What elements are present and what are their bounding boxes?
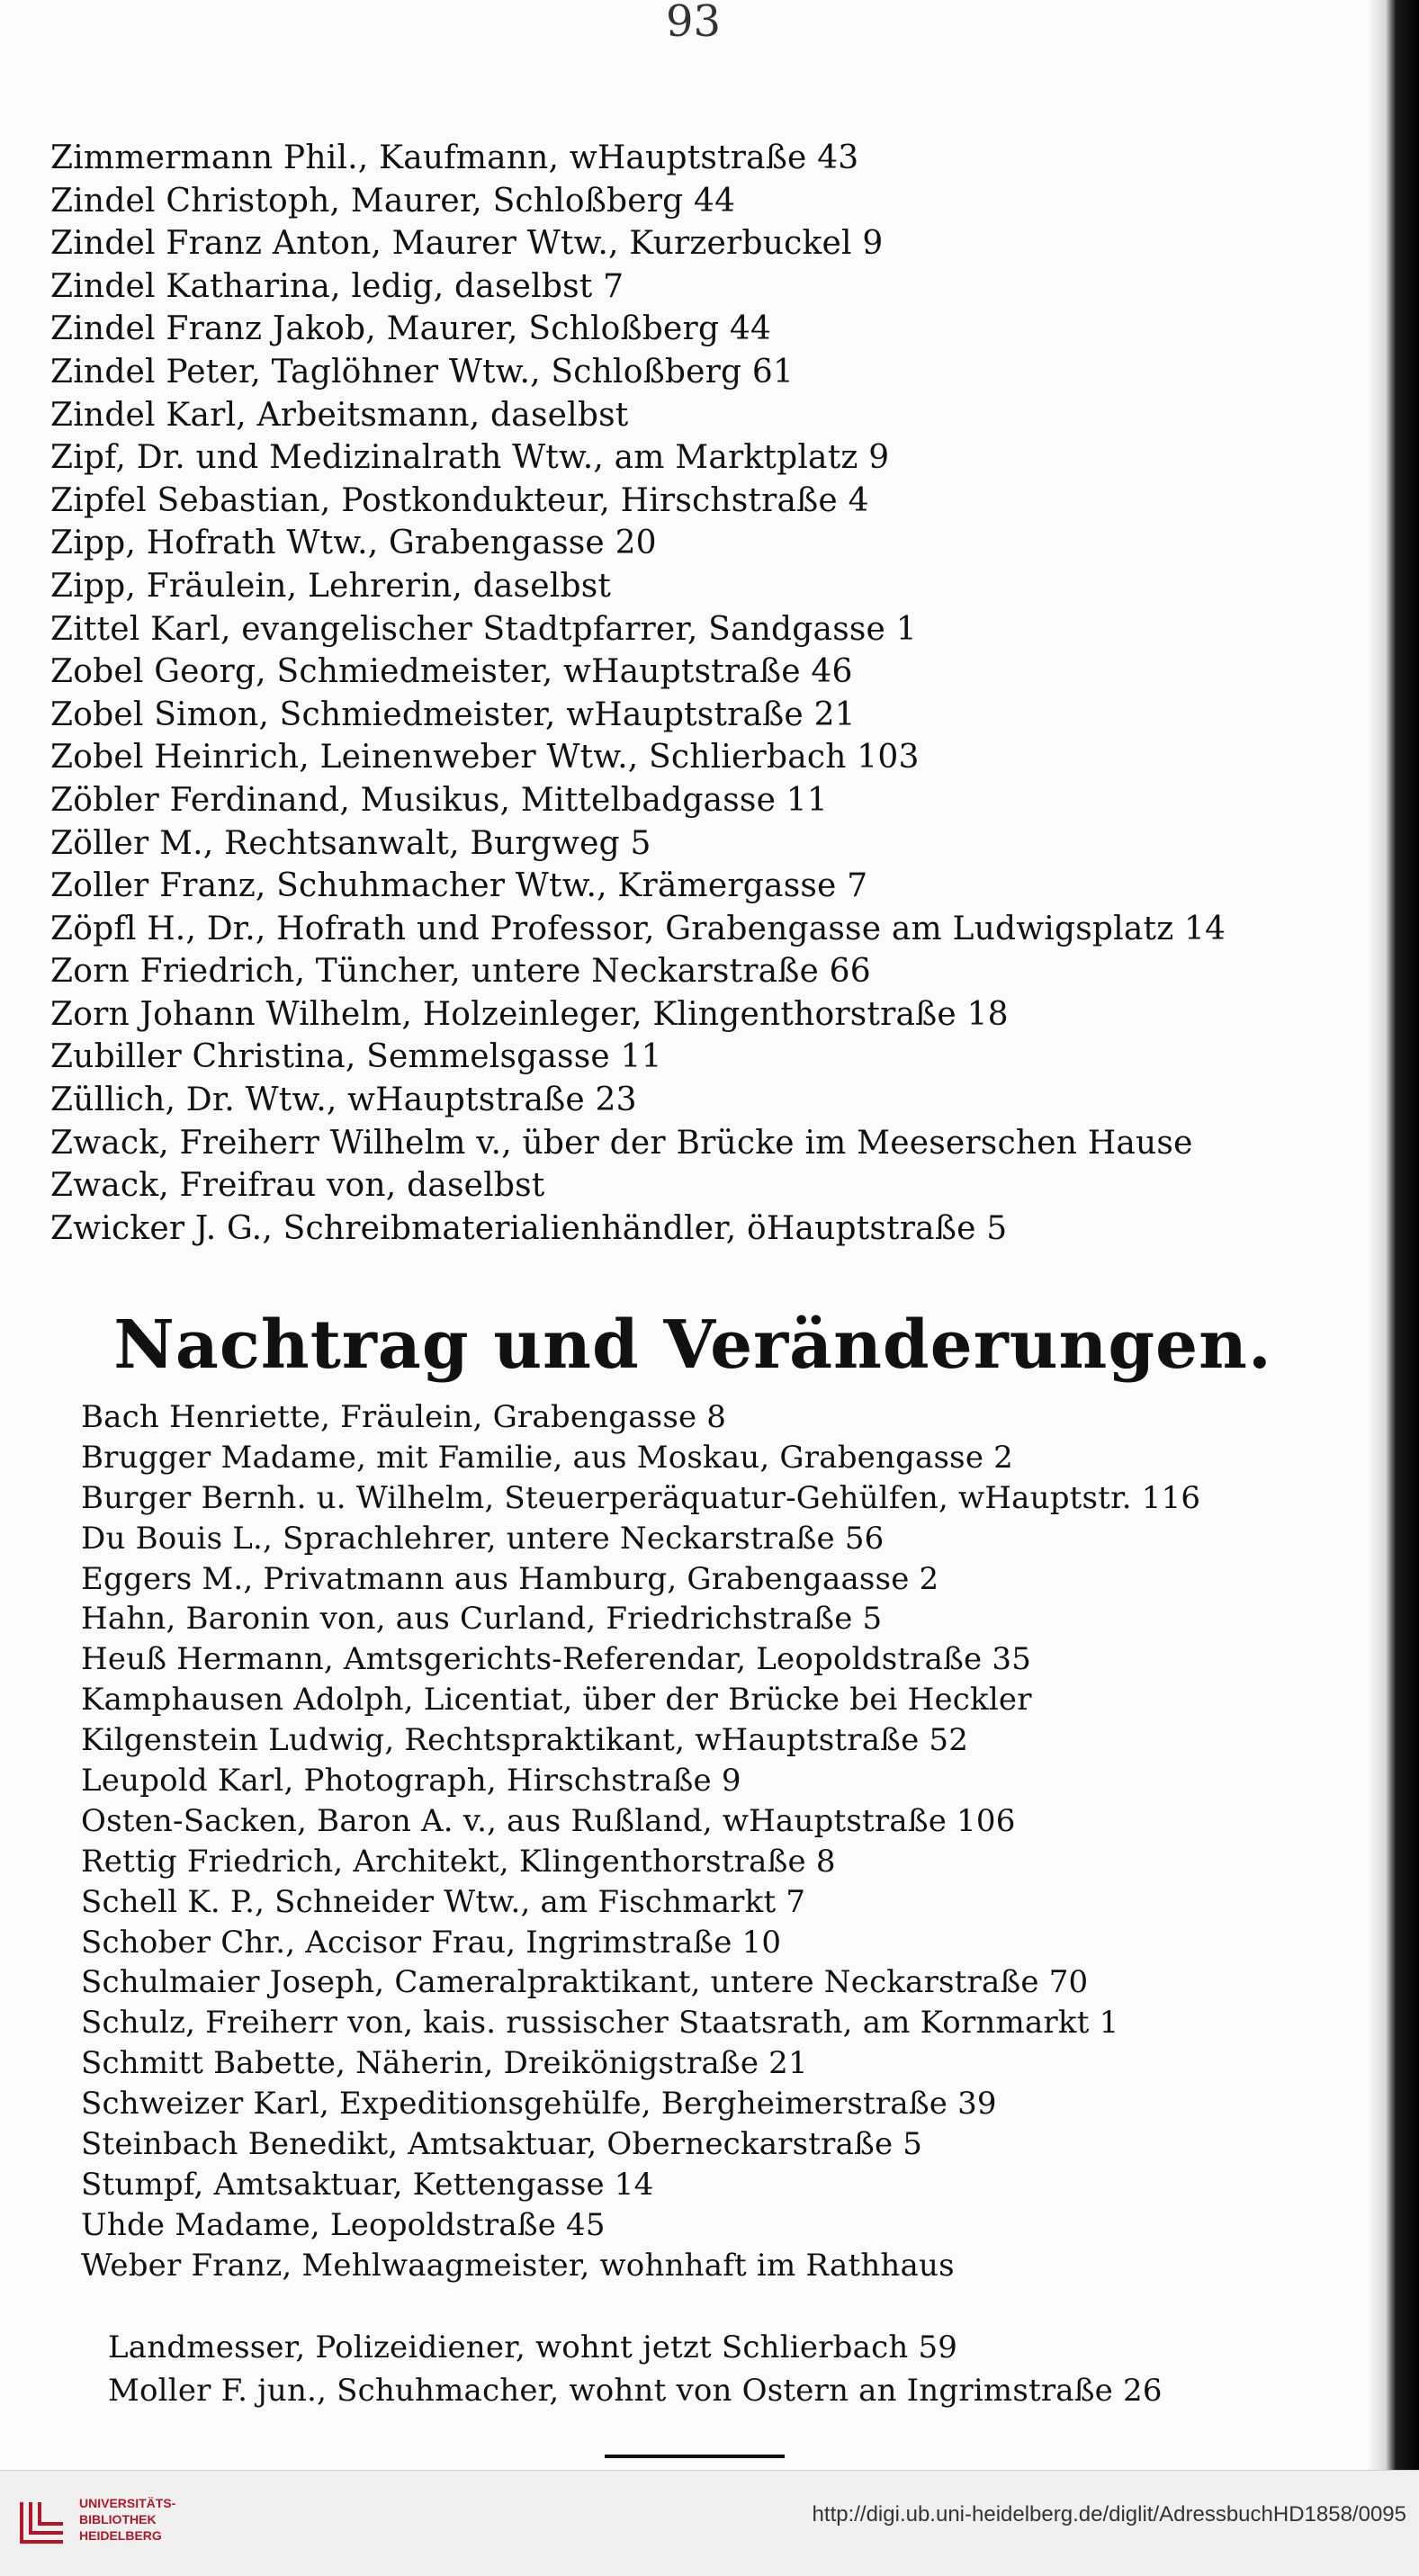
list-item: Schulmaier Joseph, Cameralpraktikant, untere Neckarstraße 70	[81, 1964, 1089, 2001]
addenda-entries	[81, 1397, 1377, 2286]
directory-entries	[50, 137, 1364, 1250]
list-item: Zorn Johann Wilhelm, Holzeinleger, Klingenthorstraße 18	[50, 995, 1009, 1033]
list-item: Zindel Franz Jakob, Maurer, Schloßberg 44	[50, 310, 772, 348]
logo-line: UNIVERSITÄTS-	[79, 2496, 176, 2510]
list-item: Zöpfl H., Dr., Hofrath und Professor, Grabengasse am Ludwigsplatz 14	[50, 910, 1226, 947]
list-item: Zindel Karl, Arbeitsmann, daselbst	[50, 396, 629, 434]
list-item: Schmitt Babette, Näherin, Dreikönigstraße 21	[81, 2045, 808, 2082]
list-item: Brugger Madame, mit Familie, aus Moskau, Grabengasse 2	[81, 1439, 1013, 1476]
list-item: Zindel Peter, Taglöhner Wtw., Schloßberg 61	[50, 353, 795, 390]
list-item: Hahn, Baronin von, aus Curland, Friedrichstraße 5	[81, 1601, 883, 1638]
list-item: Zindel Franz Anton, Maurer Wtw., Kurzerbuckel 9	[50, 225, 884, 263]
list-item: Osten-Sacken, Baron A. v., aus Rußland, wHauptstraße 106	[81, 1802, 1016, 1839]
list-item: Zubiller Christina, Semmelsgasse 11	[50, 1038, 662, 1076]
list-item: Zwack, Freiherr Wilhelm v., über der Brücke im Meeserschen Hause	[50, 1124, 1193, 1162]
list-item: Zobel Heinrich, Leinenweber Wtw., Schlierbach 103	[50, 739, 920, 776]
list-item: Schell K. P., Schneider Wtw., am Fischmarkt 7	[81, 1883, 806, 1920]
list-item: Weber Franz, Mehlwaagmeister, wohnhaft im Rathhaus	[81, 2247, 955, 2284]
list-item: Zittel Karl, evangelischer Stadtpfarrer, Sandgasse 1	[50, 610, 917, 648]
list-item: Zwicker J. G., Schreibmaterialienhändler, öHauptstraße 5	[50, 1209, 1008, 1247]
list-item: Kamphausen Adolph, Licentiat, über der Brücke bei Heckler	[81, 1682, 1032, 1719]
list-item: Zipp, Fräulein, Lehrerin, daselbst	[50, 567, 612, 605]
list-item: Zorn Friedrich, Tüncher, untere Neckarstraße 66	[50, 953, 871, 991]
list-item: Zindel Katharina, ledig, daselbst 7	[50, 267, 624, 305]
list-item: Zindel Christoph, Maurer, Schloßberg 44	[50, 182, 736, 220]
section-title: Nachtrag und Veränderungen.	[113, 1306, 1272, 1384]
list-item: Rettig Friedrich, Architekt, Klingenthorstraße 8	[81, 1843, 836, 1880]
list-item: Zwack, Freifrau von, daselbst	[50, 1167, 545, 1205]
list-item: Zoller Franz, Schuhmacher Wtw., Krämergasse 7	[50, 867, 868, 905]
list-item: Schweizer Karl, Expeditionsgehülfe, Bergheimerstraße 39	[81, 2086, 997, 2123]
list-item: Zobel Georg, Schmiedmeister, wHauptstraße 46	[50, 653, 853, 691]
library-logo-icon[interactable]	[16, 2495, 68, 2549]
list-item: Steinbach Benedikt, Amtsaktuar, Oberneckarstraße 5	[81, 2126, 923, 2163]
list-item: Landmesser, Polizeidiener, wohnt jetzt Schlierbach 59	[108, 2329, 958, 2365]
list-item: Zobel Simon, Schmiedmeister, wHauptstraße 21	[50, 696, 856, 733]
logo-line: HEIDELBERG	[79, 2528, 162, 2543]
list-item: Leupold Karl, Photograph, Hirschstraße 9	[81, 1763, 741, 1800]
list-item: Züllich, Dr. Wtw., wHauptstraße 23	[50, 1082, 637, 1119]
list-item: Uhde Madame, Leopoldstraße 45	[81, 2206, 606, 2243]
list-item: Zimmermann Phil., Kaufmann, wHauptstraße 43	[50, 139, 859, 176]
list-item: Zipp, Hofrath Wtw., Grabengasse 20	[50, 525, 657, 562]
page-number: 93	[666, 0, 722, 47]
list-item: Zipfel Sebastian, Postkondukteur, Hirschstraße 4	[50, 481, 869, 519]
addenda-late-entries	[108, 2326, 1386, 2412]
list-item: Schulz, Freiherr von, kais. russischer Staatsrath, am Kornmarkt 1	[81, 2005, 1119, 2042]
divider-rule	[605, 2455, 785, 2458]
list-item: Eggers M., Privatmann aus Hamburg, Grabengaasse 2	[81, 1560, 939, 1597]
list-item: Zöller M., Rechtsanwalt, Burgweg 5	[50, 824, 651, 862]
list-item: Stumpf, Amtsaktuar, Kettengasse 14	[81, 2166, 654, 2203]
list-item: Burger Bernh. u. Wilhelm, Steuerperäquatur-Gehülfen, wHauptstr. 116	[81, 1479, 1201, 1516]
list-item: Heuß Hermann, Amtsgerichts-Referendar, Leopoldstraße 35	[81, 1641, 1032, 1678]
list-item: Du Bouis L., Sprachlehrer, untere Neckarstraße 56	[81, 1520, 885, 1557]
list-item: Bach Henriette, Fräulein, Grabengasse 8	[81, 1399, 727, 1435]
list-item: Zöbler Ferdinand, Musikus, Mittelbadgasse 11	[50, 781, 828, 819]
list-item: Schober Chr., Accisor Frau, Ingrimstraße 10	[81, 1924, 782, 1961]
list-item: Zipf, Dr. und Medizinalrath Wtw., am Marktplatz 9	[50, 439, 890, 477]
source-url-link[interactable]: http://digi.ub.uni-heidelberg.de/diglit/AdressbuchHD1858/0095	[812, 2502, 1406, 2527]
list-item: Moller F. jun., Schuhmacher, wohnt von Ostern an Ingrimstraße 26	[108, 2373, 1163, 2409]
library-logo-text[interactable]	[79, 2495, 175, 2544]
list-item: Kilgenstein Ludwig, Rechtspraktikant, wHauptstraße 52	[81, 1722, 969, 1759]
logo-line: BIBLIOTHEK	[79, 2512, 157, 2527]
